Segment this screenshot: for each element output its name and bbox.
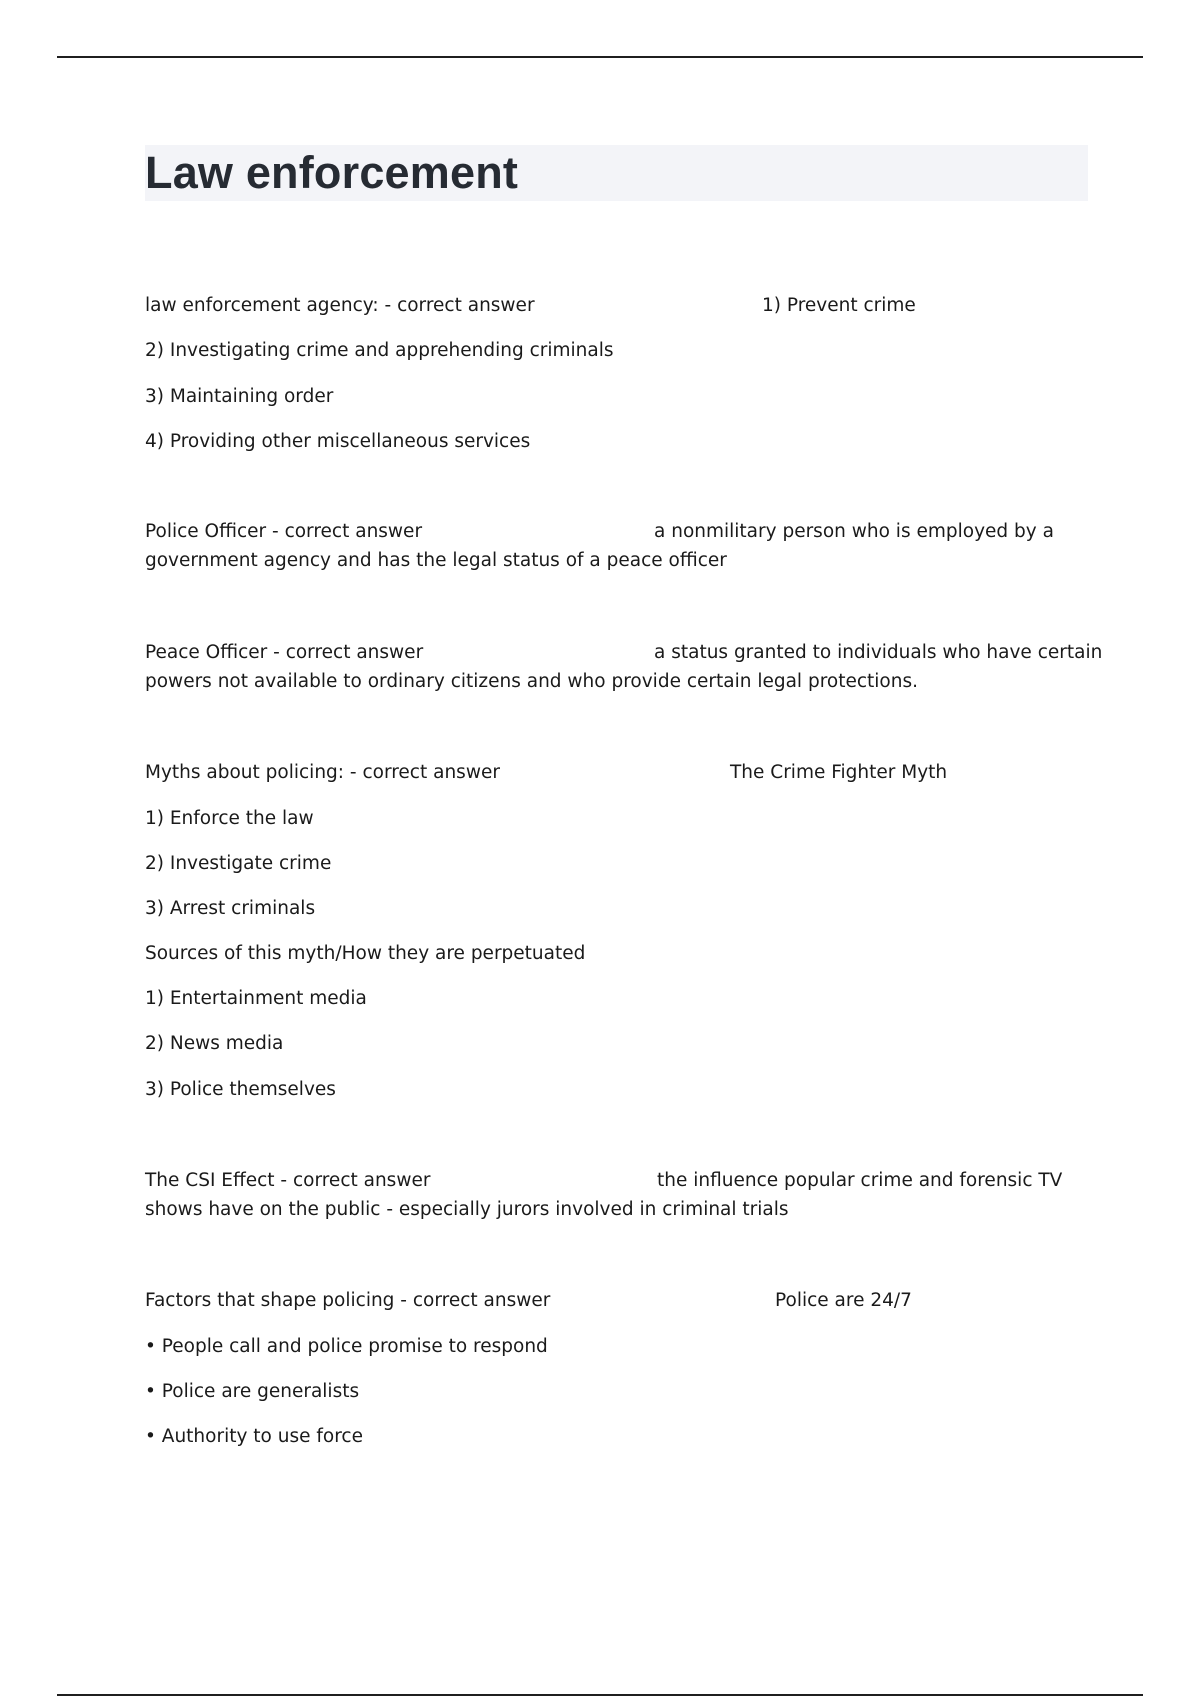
definition-line: 2) News media bbox=[145, 1033, 284, 1054]
card-definition: The Crime Fighter Myth bbox=[730, 762, 948, 783]
definition-line: 3) Arrest criminals bbox=[145, 898, 316, 919]
definition-line: 1) Enforce the law bbox=[145, 808, 314, 829]
card-definition: a status granted to individuals who have certain bbox=[654, 642, 1103, 663]
card-definition: the influence popular crime and forensic TV bbox=[657, 1170, 1063, 1191]
term-line bbox=[145, 639, 1103, 667]
definition-line: 4) Providing other miscellaneous services bbox=[145, 431, 531, 452]
definition-line: 3) Police themselves bbox=[145, 1079, 336, 1100]
card-term: Peace Officer - correct answer bbox=[145, 642, 424, 663]
card-term: Police Officer - correct answer bbox=[145, 521, 423, 542]
term-line bbox=[145, 292, 916, 320]
definition-line: government agency and has the legal status of a peace officer bbox=[145, 550, 727, 571]
term-line bbox=[145, 1167, 1063, 1195]
definition-line: powers not available to ordinary citizens and who provide certain legal protections. bbox=[145, 671, 918, 692]
definition-line: • Police are generalists bbox=[145, 1381, 360, 1402]
definition-line: Sources of this myth/How they are perpetuated bbox=[145, 943, 586, 964]
definition-line: 3) Maintaining order bbox=[145, 386, 334, 407]
definition-line: • Authority to use force bbox=[145, 1426, 363, 1447]
definition-line: shows have on the public - especially jurors involved in criminal trials bbox=[145, 1199, 789, 1220]
card-definition: 1) Prevent crime bbox=[762, 295, 916, 316]
card-definition: Police are 24/7 bbox=[775, 1290, 912, 1311]
header-rule bbox=[57, 56, 1143, 58]
card-term: The CSI Effect - correct answer bbox=[145, 1170, 431, 1191]
document-title: Law enforcement bbox=[145, 147, 519, 198]
card-definition: a nonmilitary person who is employed by a bbox=[654, 521, 1054, 542]
term-line bbox=[145, 518, 1054, 546]
card-term: Factors that shape policing - correct answer bbox=[145, 1290, 551, 1311]
definition-line: 2) Investigating crime and apprehending criminals bbox=[145, 340, 614, 361]
definition-line: 2) Investigate crime bbox=[145, 853, 332, 874]
footer-rule bbox=[57, 1694, 1143, 1696]
card-term: Myths about policing: - correct answer bbox=[145, 762, 500, 783]
card-term: law enforcement agency: - correct answer bbox=[145, 295, 535, 316]
definition-line: • People call and police promise to respond bbox=[145, 1336, 548, 1357]
definition-line: 1) Entertainment media bbox=[145, 988, 367, 1009]
term-line bbox=[145, 1287, 912, 1315]
term-line bbox=[145, 759, 948, 787]
